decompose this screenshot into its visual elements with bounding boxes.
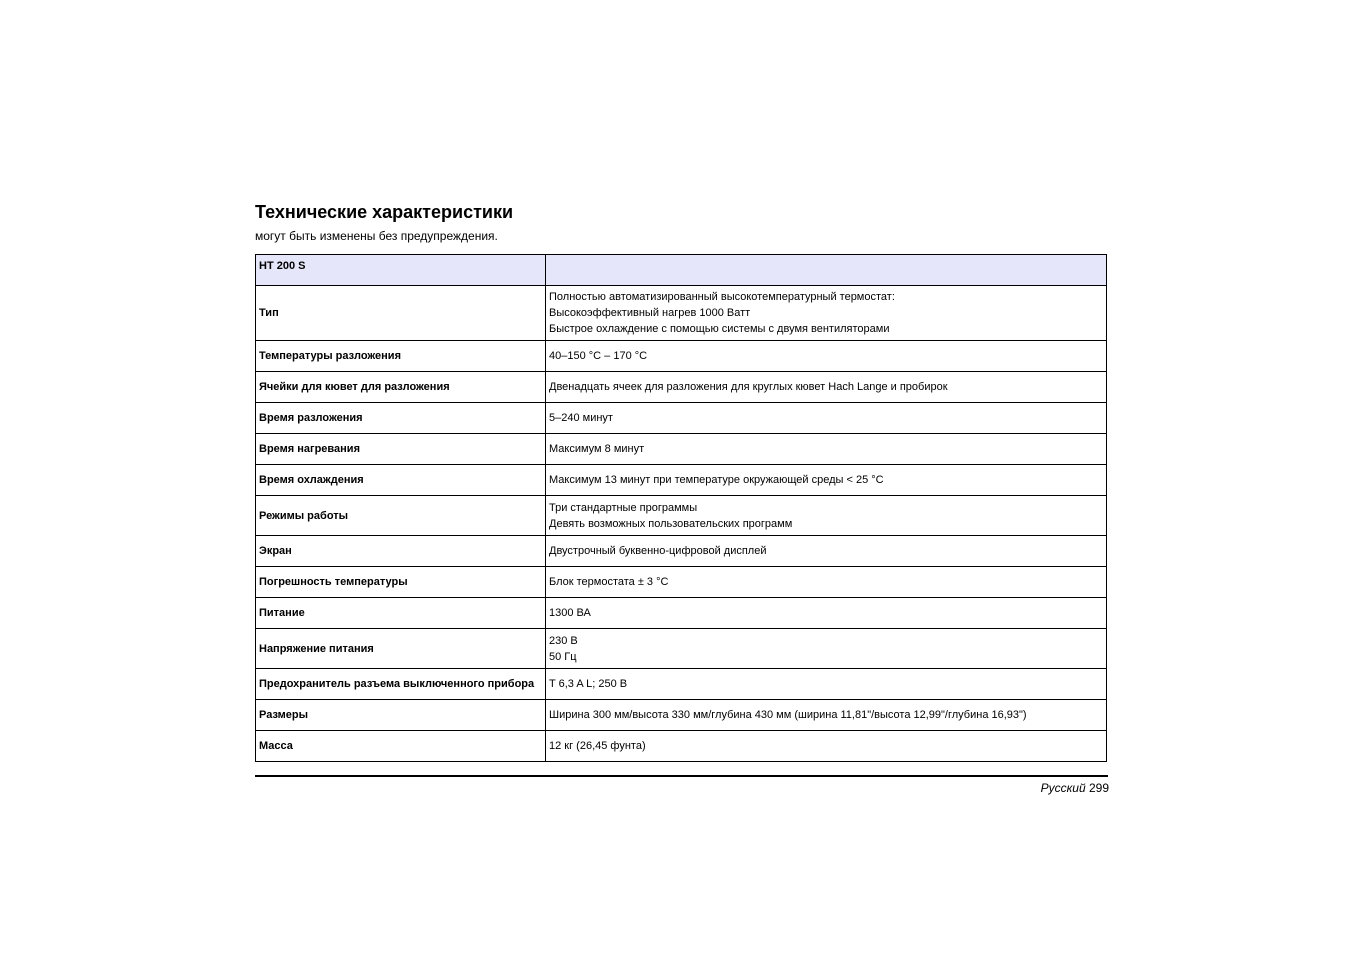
spec-value-line: Двенадцать ячеек для разложения для круглых кювет Hach Lange и пробирок bbox=[549, 381, 948, 393]
spec-value bbox=[546, 465, 1107, 496]
spec-value-line: Максимум 8 минут bbox=[549, 443, 645, 455]
spec-label: Время разложения bbox=[256, 403, 546, 434]
spec-label: Время охлаждения bbox=[256, 465, 546, 496]
spec-value-line: Три стандартные программы bbox=[549, 501, 698, 514]
spec-value-line: 12 кг (26,45 фунта) bbox=[549, 740, 646, 752]
spec-label: Предохранитель разъема выключенного прибора bbox=[256, 669, 546, 700]
spec-value-line: Блок термостата ± 3 °C bbox=[549, 576, 669, 588]
table-header-model: HT 200 S bbox=[256, 255, 546, 286]
spec-value-line: T 6,3 A L; 250 В bbox=[549, 678, 628, 690]
spec-value bbox=[546, 536, 1107, 567]
spec-value-line: Двустрочный буквенно-цифровой дисплей bbox=[549, 545, 767, 557]
spec-value bbox=[546, 567, 1107, 598]
table-row bbox=[256, 496, 1107, 536]
spec-label: Время нагревания bbox=[256, 434, 546, 465]
table-header-row bbox=[256, 255, 1107, 286]
spec-value-line: 5–240 минут bbox=[549, 412, 613, 424]
spec-label: Температуры разложения bbox=[256, 341, 546, 372]
spec-value bbox=[546, 341, 1107, 372]
spec-value bbox=[546, 286, 1107, 341]
table-row bbox=[256, 403, 1107, 434]
spec-value bbox=[546, 434, 1107, 465]
table-header-value bbox=[546, 255, 1107, 286]
page-title: Технические характеристики bbox=[255, 202, 514, 222]
table-row bbox=[256, 731, 1107, 762]
table-row bbox=[256, 629, 1107, 669]
spec-value bbox=[546, 403, 1107, 434]
spec-label: Режимы работы bbox=[256, 496, 546, 536]
spec-value bbox=[546, 496, 1107, 536]
table-row bbox=[256, 341, 1107, 372]
spec-value-line: Максимум 13 минут при температуре окружающей среды < 25 °C bbox=[549, 474, 884, 486]
spec-value bbox=[546, 731, 1107, 762]
table-row bbox=[256, 669, 1107, 700]
spec-label: Размеры bbox=[256, 700, 546, 731]
table-row bbox=[256, 700, 1107, 731]
spec-value-line: Полностью автоматизированный высокотемпературный термостат: bbox=[549, 291, 895, 303]
spec-value-line: 40–150 °C – 170 °C bbox=[549, 350, 648, 362]
table-row bbox=[256, 372, 1107, 403]
spec-value-line: Девять возможных пользовательских программ bbox=[549, 517, 793, 530]
spec-value-line: 50 Гц bbox=[549, 650, 577, 663]
spec-value-line: Быстрое охлаждение с помощью системы с двумя вентиляторами bbox=[549, 323, 890, 335]
footer-page-number: 299 bbox=[1088, 781, 1109, 795]
page-subtitle: могут быть изменены без предупреждения. bbox=[255, 229, 498, 243]
spec-value bbox=[546, 372, 1107, 403]
spec-label: Экран bbox=[256, 536, 546, 567]
table-row bbox=[256, 286, 1107, 341]
table-row bbox=[256, 434, 1107, 465]
spec-value-line: 1300 ВА bbox=[549, 607, 591, 619]
spec-value bbox=[546, 598, 1107, 629]
spec-label: Ячейки для кювет для разложения bbox=[256, 372, 546, 403]
table-row bbox=[256, 465, 1107, 496]
spec-label: Питание bbox=[256, 598, 546, 629]
spec-value bbox=[546, 669, 1107, 700]
page-footer bbox=[1041, 780, 1109, 796]
spec-value-line: Высокоэффективный нагрев 1000 Ватт bbox=[549, 307, 751, 319]
spec-label: Тип bbox=[256, 286, 546, 341]
spec-value-line: Ширина 300 мм/высота 330 мм/глубина 430 мм (ширина 11,81"/высота 12,99"/глубина 16,93") bbox=[549, 709, 1027, 721]
spec-value bbox=[546, 629, 1107, 669]
spec-value bbox=[546, 700, 1107, 731]
table-row bbox=[256, 536, 1107, 567]
spec-label: Масса bbox=[256, 731, 546, 762]
table-row bbox=[256, 598, 1107, 629]
spec-label: Погрешность температуры bbox=[256, 567, 546, 598]
spec-value-line: 230 В bbox=[549, 634, 578, 647]
footer-divider bbox=[255, 775, 1108, 777]
table-row bbox=[256, 567, 1107, 598]
spec-label: Напряжение питания bbox=[256, 629, 546, 669]
specifications-table bbox=[255, 254, 1107, 762]
footer-language: Русский bbox=[1040, 781, 1086, 795]
